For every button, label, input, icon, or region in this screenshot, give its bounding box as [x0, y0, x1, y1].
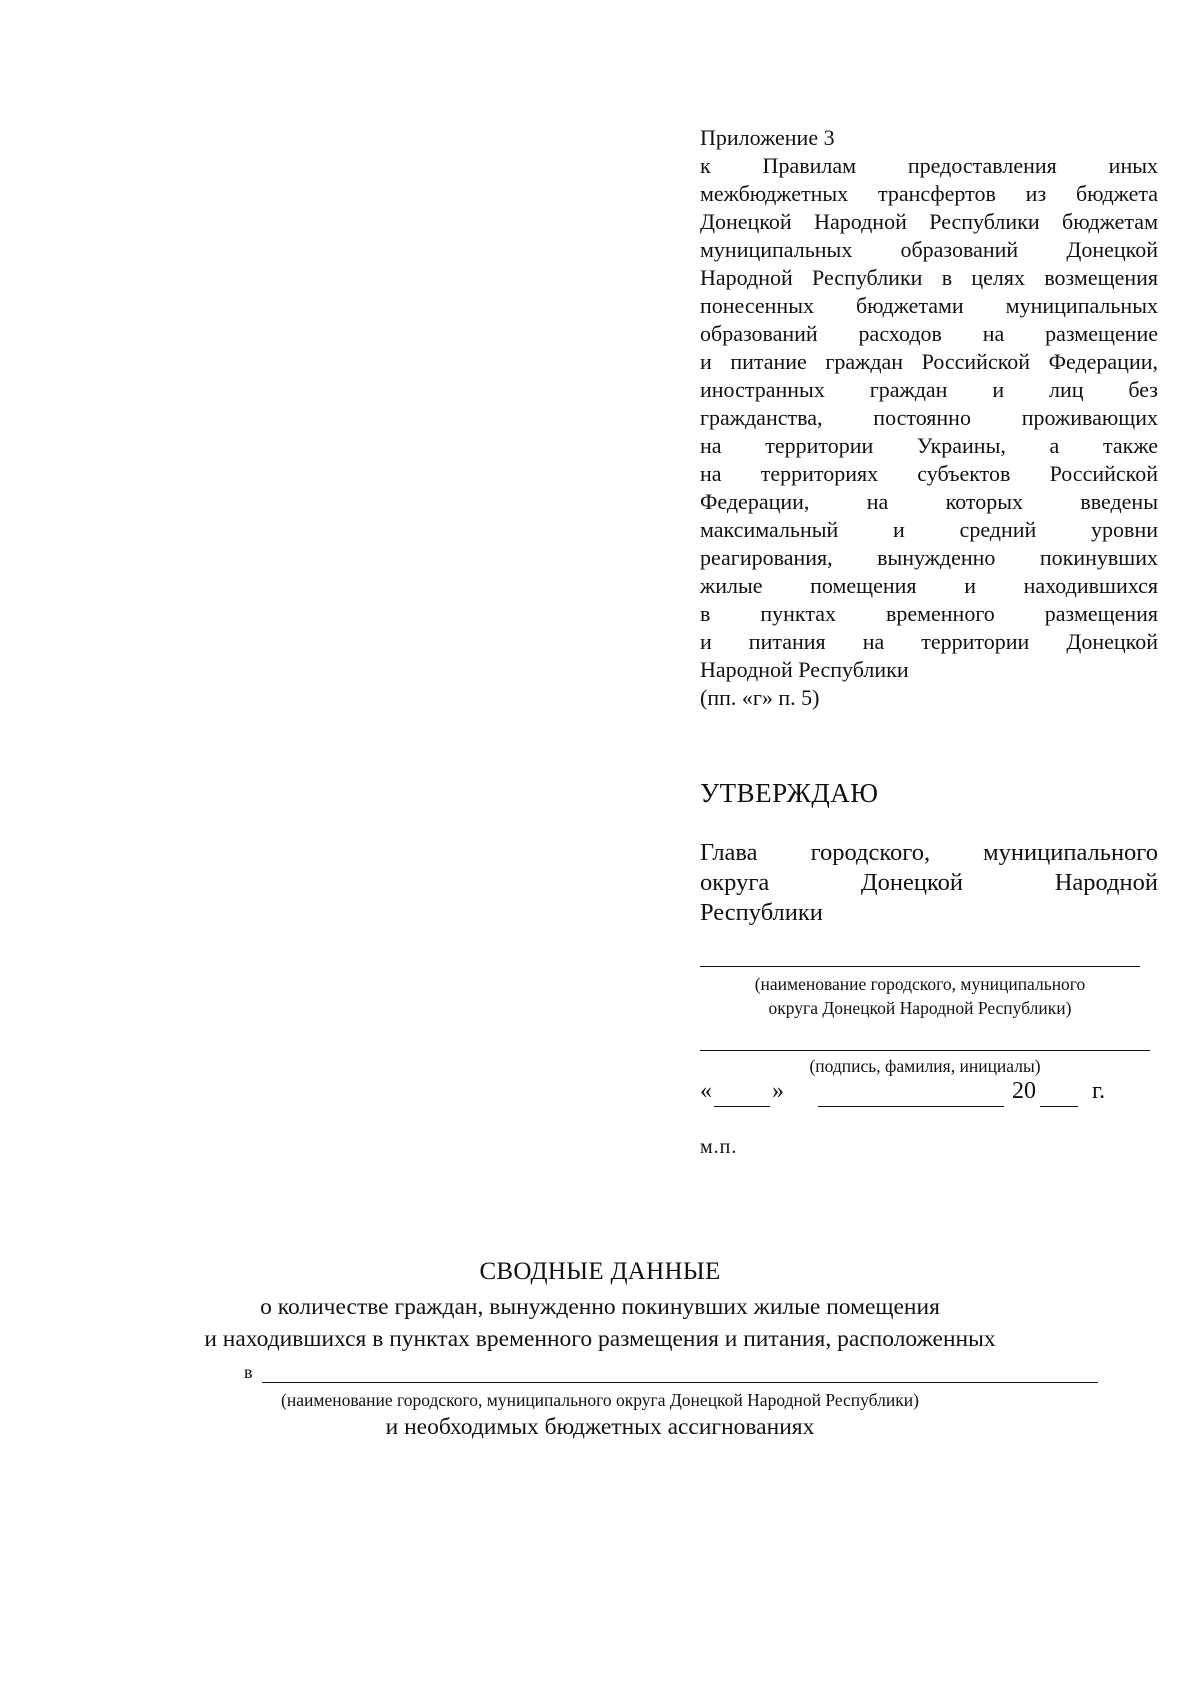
approver-title-line: Республики — [700, 899, 823, 926]
year-blank — [1040, 1106, 1078, 1107]
annex-reference: (пп. «г» п. 5) — [700, 685, 820, 710]
year-prefix: 20 — [1012, 1078, 1036, 1104]
annex-line: на территории Украины, а также — [700, 433, 1158, 458]
seal-mark: м.п. — [700, 1136, 738, 1158]
annex-line: понесенных бюджетами муниципальных — [700, 293, 1158, 318]
annex-title: Приложение 3 — [700, 125, 835, 150]
summary-line: и необходимых бюджетных ассигнованиях — [385, 1414, 815, 1440]
approver-title-line: округа Донецкой Народной — [700, 869, 1158, 896]
annex-line: Федерации, на которых введены — [700, 489, 1158, 514]
day-blank — [714, 1106, 770, 1107]
caption-line: (наименование городского, муниципального — [754, 974, 1086, 994]
annex-line: реагирования, вынужденно покинувших — [700, 545, 1158, 570]
annex-block — [700, 124, 1158, 712]
approver-title-line: Глава городского, муниципального — [700, 839, 1158, 866]
approver-title — [700, 838, 1158, 928]
annex-line: на территориях субъектов Российской — [700, 461, 1158, 486]
signature-caption: (подпись, фамилия, инициалы) — [809, 1056, 1041, 1076]
annex-line: в пунктах временного размещения — [700, 601, 1158, 626]
annex-line: Донецкой Народной Республики бюджетам — [700, 209, 1158, 234]
approval-heading: УТВЕРЖДАЮ — [700, 778, 879, 808]
signature-line — [700, 1050, 1150, 1051]
annex-line: жилые помещения и находившихся — [700, 573, 1158, 598]
date-open-quote: « — [700, 1078, 712, 1104]
municipality-name-line — [700, 966, 1140, 967]
month-blank — [818, 1106, 1004, 1107]
annex-line: максимальный и средний уровни — [700, 517, 1158, 542]
summary-municipality-line — [262, 1382, 1098, 1383]
summary-line: и находившихся в пунктах временного размещения и питания, расположенных — [204, 1326, 996, 1352]
municipality-name-caption — [700, 972, 1140, 1020]
annex-line: и питания на территории Донецкой — [700, 629, 1158, 654]
approval-date — [700, 1078, 1140, 1112]
summary-municipality-caption: (наименование городского, муниципального округа Донецкой Народной Республики) — [281, 1390, 919, 1410]
annex-line: гражданства, постоянно проживающих — [700, 405, 1158, 430]
summary-line: о количестве граждан, вынужденно покинувших жилые помещения — [260, 1294, 940, 1320]
annex-line: Народной Республики в целях возмещения — [700, 265, 1158, 290]
annex-line: к Правилам предоставления иных — [700, 153, 1158, 178]
annex-line: Народной Республики — [700, 657, 909, 682]
annex-line: иностранных граждан и лиц без — [700, 377, 1158, 402]
summary-title: СВОДНЫЕ ДАННЫЕ — [479, 1258, 721, 1285]
annex-line: межбюджетных трансфертов из бюджета — [700, 181, 1158, 206]
annex-line: образований расходов на размещение — [700, 321, 1158, 346]
caption-line: округа Донецкой Народной Республики) — [768, 998, 1072, 1018]
annex-line: муниципальных образований Донецкой — [700, 237, 1158, 262]
date-close-quote: » — [772, 1078, 784, 1104]
annex-line: и питание граждан Российской Федерации, — [700, 349, 1158, 374]
summary-in-label: в — [244, 1362, 253, 1382]
year-suffix: г. — [1092, 1078, 1106, 1104]
